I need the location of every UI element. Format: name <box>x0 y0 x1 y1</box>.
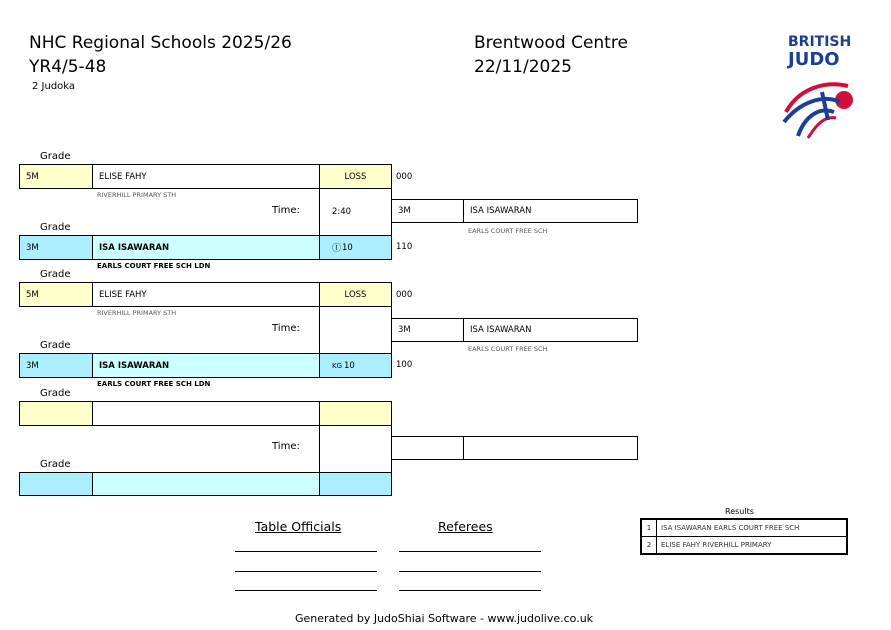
white-name-empty <box>92 401 320 426</box>
blue-grade: 3M <box>19 235 93 260</box>
winner-name-empty <box>463 436 638 460</box>
white-club: RIVERHILL PRIMARY STH <box>97 309 177 317</box>
footer-credit: Generated by JudoShiai Software - www.judolive.co.uk <box>295 612 594 625</box>
blue-club: EARLS COURT FREE SCH LDN <box>97 380 211 388</box>
white-grade-empty <box>19 401 93 426</box>
time-label: Time: <box>272 323 300 334</box>
match-time <box>319 306 392 354</box>
category-title: YR4/5-48 <box>29 57 107 77</box>
white-result: LOSS <box>319 282 392 307</box>
judoka-count: 2 Judoka <box>32 81 76 92</box>
blue-result <box>319 353 392 378</box>
winner-name: ISA ISAWARAN <box>463 199 638 223</box>
logo-text-judo: JUDO <box>788 49 840 70</box>
winner-grade: 3M <box>391 199 464 223</box>
blue-name-empty <box>92 472 320 496</box>
results-heading: Results <box>725 507 754 516</box>
event-date: 22/11/2025 <box>474 57 572 77</box>
white-grade: 5M <box>19 164 93 189</box>
signature-line <box>399 571 541 572</box>
british-judo-logo <box>778 34 858 144</box>
result-text: ISA ISAWARAN EARLS COURT FREE SCH <box>661 524 800 532</box>
blue-result-value: 10 <box>344 360 355 371</box>
blue-score: 100 <box>396 360 413 370</box>
logo-text-british: BRITISH <box>788 34 852 50</box>
blue-score: 110 <box>396 242 413 252</box>
judoka-throw-icon <box>778 72 858 140</box>
blue-name: ISA ISAWARAN <box>92 235 320 260</box>
signature-line <box>235 590 377 591</box>
ippon-circle-icon: Ⓘ <box>332 244 342 254</box>
blue-result-value: 10 <box>342 242 353 253</box>
blue-result-empty <box>319 472 392 496</box>
signature-line <box>399 551 541 552</box>
signature-line <box>235 571 377 572</box>
winner-grade-empty <box>391 436 464 460</box>
white-name: ELISE FAHY <box>92 164 320 189</box>
white-result-empty <box>319 401 392 426</box>
time-label: Time: <box>272 205 300 216</box>
winner-grade: 3M <box>391 318 464 342</box>
venue: Brentwood Centre <box>474 33 628 53</box>
grade-label: Grade <box>40 269 71 280</box>
kg-label: KG <box>332 361 343 370</box>
grade-label: Grade <box>40 222 71 233</box>
time-label: Time: <box>272 441 300 452</box>
result-row <box>642 537 846 553</box>
blue-name: ISA ISAWARAN <box>92 353 320 378</box>
white-club: RIVERHILL PRIMARY STH <box>97 191 177 199</box>
match-time-empty <box>319 425 392 473</box>
grade-label: Grade <box>40 459 71 470</box>
signature-line <box>235 551 377 552</box>
result-row <box>642 520 846 537</box>
winner-club: EARLS COURT FREE SCH <box>468 345 548 353</box>
grade-label: Grade <box>40 340 71 351</box>
white-result: LOSS <box>319 164 392 189</box>
white-score: 000 <box>396 290 413 300</box>
result-place: 2 <box>642 537 657 553</box>
white-grade: 5M <box>19 282 93 307</box>
grade-label: Grade <box>40 151 71 162</box>
signature-line <box>399 590 541 591</box>
grade-label: Grade <box>40 388 71 399</box>
winner-name: ISA ISAWARAN <box>463 318 638 342</box>
white-name: ELISE FAHY <box>92 282 320 307</box>
blue-grade-empty <box>19 472 93 496</box>
blue-grade: 3M <box>19 353 93 378</box>
blue-result <box>319 235 392 260</box>
referees-heading: Referees <box>438 519 493 534</box>
result-text: ELISE FAHY RIVERHILL PRIMARY <box>661 541 772 549</box>
white-score: 000 <box>396 172 413 182</box>
match-time: 2:40 <box>319 188 392 236</box>
event-title: NHC Regional Schools 2025/26 <box>29 33 292 53</box>
winner-club: EARLS COURT FREE SCH <box>468 227 548 235</box>
blue-club: EARLS COURT FREE SCH LDN <box>97 262 211 270</box>
table-officials-heading: Table Officials <box>255 519 342 534</box>
result-place: 1 <box>642 520 657 536</box>
